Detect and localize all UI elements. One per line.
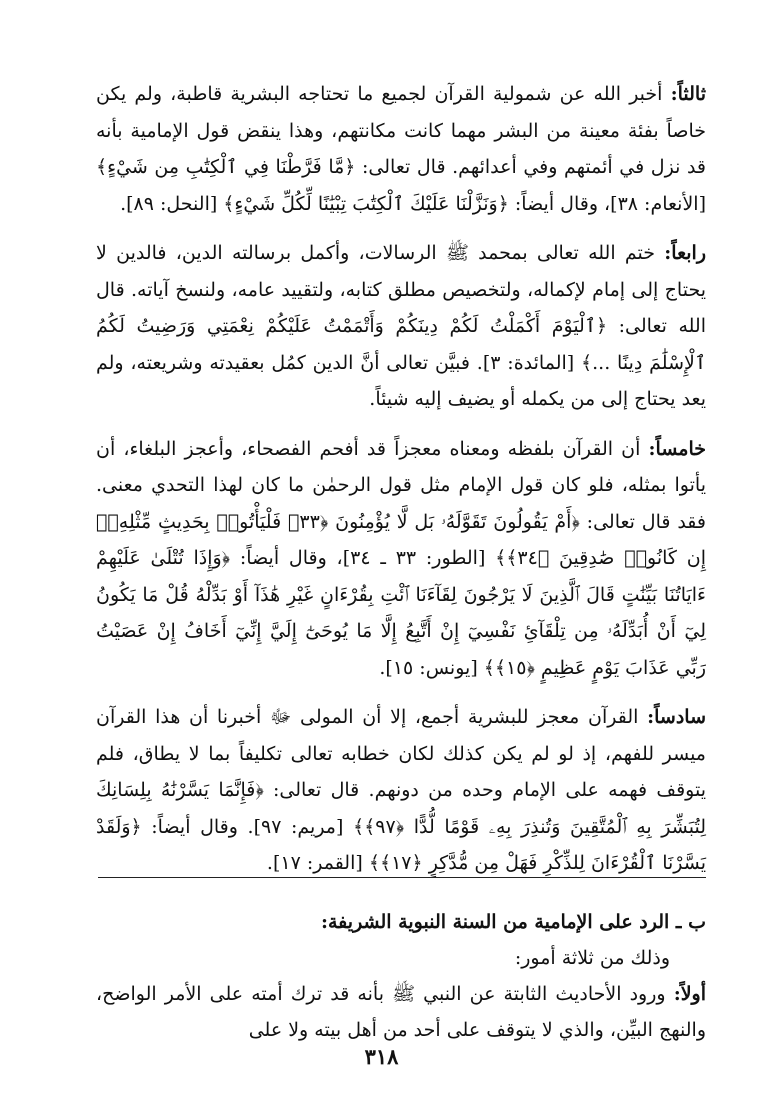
section-divider [98,877,706,878]
paragraph-fourth [96,235,706,418]
paragraph-lead: سادساً: [647,706,706,728]
paragraph-fifth [96,431,706,687]
paragraph-lead: رابعاً: [664,242,706,264]
section-heading: ب ـ الرد على الإمامية من السنة النبوية الشريفة: [320,910,706,933]
page-body [96,76,706,1049]
paragraph-third [96,76,706,222]
paragraph-lead: أولاً: [673,982,706,1005]
paragraph-sixth [96,699,706,882]
paragraph-lead: ثالثاً: [670,83,706,105]
section-intro: وذلك من ثلاثة أمور: [514,946,670,969]
paragraph-text: ورود الأحاديث الثابتة عن النبي ﷺ بأنه قد ترك أمته على الأمر الواضح، والنهج البيِّن، والذي لا يتوقف على أحد من أهل بيته ولا على [96,982,706,1041]
paragraph-first-hadith [96,976,706,1049]
paragraph-text: القرآن معجز للبشرية أجمع، إلا أن المولى ﷻ أخبرنا أن هذا القرآن ميسر للفهم، إذ لو لم يكن كذلك لكان خطابه تعالى تكليفاً بما لا يطاق، فلم يتوقف فهمه على الإمام وحده من دونهم. قال تعالى: ﴿فَإِنَّمَا يَسَّرْنَٰهُ بِلِسَانِكَ لِتُبَشِّرَ بِهِ ٱلْمُتَّقِينَ وَتُنذِرَ بِهِۦ قَوْمًا لُّدًّا ﴿٩٧﴾﴾ [مريم: ٩٧]. وقال أيضاً: ﴿وَلَقَدْ يَسَّرْنَا ٱلْقُرْءَانَ لِلذِّكْرِ فَهَلْ مِن مُّدَّكِرٍ ﴿١٧﴾﴾ [القمر: ١٧]. [96,706,706,874]
page-number: ٣١٨ [364,1044,399,1069]
paragraph-text: أخبر الله عن شمولية القرآن لجميع ما تحتاجه البشرية قاطبة، ولم يكن خاصاً بفئة معينة من البشر مهما كانت مكانتهم، وهذا ينقض قول الإمامية بأنه قد نزل في أئمتهم وفي أعدائهم. قال تعالى: ﴿مَّا فَرَّطْنَا فِي ٱلْكِتَٰبِ مِن شَيْءٍ﴾ [الأنعام: ٣٨]، وقال أيضاً: ﴿وَنَزَّلْنَا عَلَيْكَ ٱلْكِتَٰبَ تِبْيَٰنًا لِّكُلِّ شَيْءٍ﴾ [النحل: ٨٩]. [96,83,706,215]
paragraph-text: أن القرآن بلفظه ومعناه معجزاً قد أفحم الفصحاء، وأعجز البلغاء، أن يأتوا بمثله، فلو كان قول الإمام مثل قول الرحمٰن ما كان لهذا التحدي معنى. فقد قال تعالى: ﴿أَمْ يَقُولُونَ تَقَوَّلَهُۥ بَل لَّا يُؤْمِنُونَ ﴿٣٣﴾ فَلْيَأْتُوا۟ بِحَدِيثٍ مِّثْلِهِۦٓ إِن كَانُوا۟ صَٰدِقِينَ ﴿٣٤﴾﴾ [الطور: ٣٣ ـ ٣٤]، وقال أيضاً: ﴿وَإِذَا تُتْلَىٰ عَلَيْهِمْ ءَايَاتُنَا بَيِّنَٰتٍ قَالَ ٱلَّذِينَ لَا يَرْجُونَ لِقَآءَنَا ٱئْتِ بِقُرْءَانٍ غَيْرِ هَٰذَآ أَوْ بَدِّلْهُ قُلْ مَا يَكُونُ لِيٓ أَنْ أُبَدِّلَهُۥ مِن تِلْقَآئِ نَفْسِيٓ إِنْ أَتَّبِعُ إِلَّا مَا يُوحَىٰٓ إِلَيَّ إِنِّيٓ أَخَافُ إِنْ عَصَيْتُ رَبِّي عَذَابَ يَوْمٍ عَظِيمٍ ﴿١٥﴾﴾ [يونس: ١٥]. [96,437,706,679]
paragraph-lead: خامساً: [648,437,706,460]
paragraph-text: ختم الله تعالى بمحمد ﷺ الرسالات، وأكمل برسالته الدين، فالدين لا يحتاج إلى إمام لإكماله، ولتخصيص مطلق كتابه، ولتقييد عامه، ولنسخ آياته. قال الله تعالى: ﴿ٱلْيَوْمَ أَكْمَلْتُ لَكُمْ دِينَكُمْ وَأَتْمَمْتُ عَلَيْكُمْ نِعْمَتِي وَرَضِيتُ لَكُمُ ٱلْإِسْلَٰمَ دِينًا ...﴾ [المائدة: ٣]. فبيَّن تعالى أنَّ الدين كمُل بعقيدته وشريعته، ولم يعد يحتاج إلى من يكمله أو يضيف إليه شيئاً. [96,242,706,410]
